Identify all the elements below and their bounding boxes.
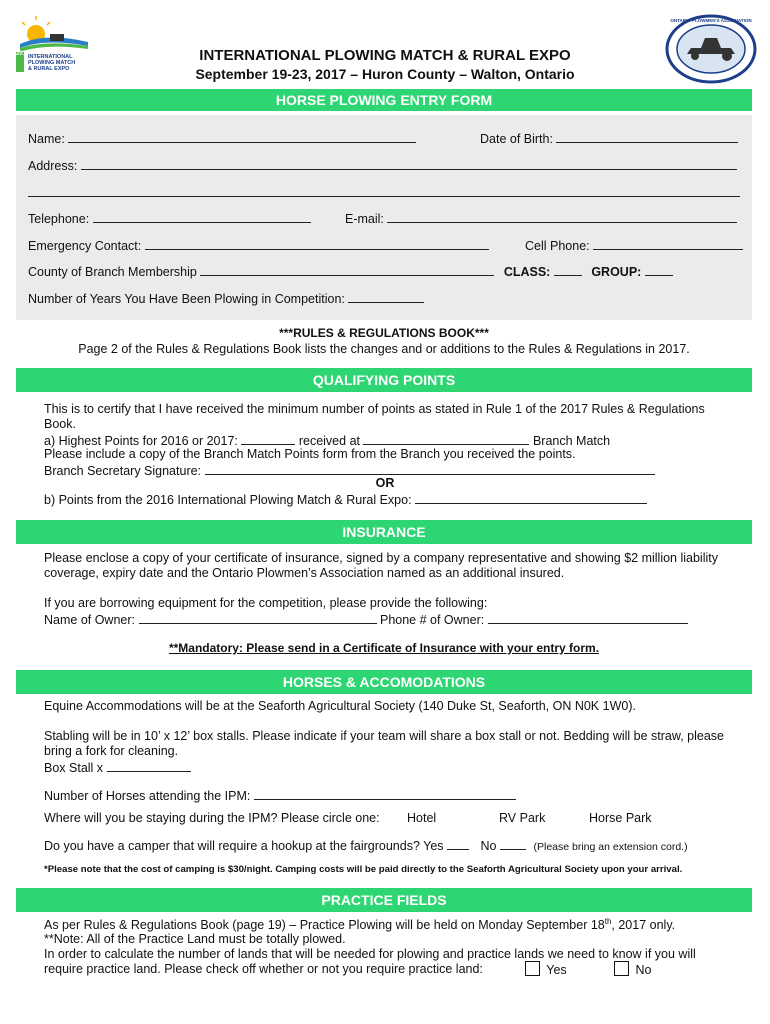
entry-form-banner: HORSE PLOWING ENTRY FORM [16, 89, 752, 111]
branch-secretary-signature-field[interactable] [205, 462, 655, 475]
telephone-field[interactable] [93, 210, 311, 223]
email-field[interactable] [387, 210, 737, 223]
owner-name-label: Name of Owner: [44, 613, 136, 627]
branch-match-field[interactable] [363, 432, 529, 445]
class-field[interactable] [554, 263, 582, 276]
borrowing-text: If you are borrowing equipment for the competition, please provide the following: [44, 596, 488, 610]
camper-yes-field[interactable] [447, 837, 469, 850]
ontario-plowmens-association-logo [665, 14, 757, 84]
number-horses-label: Number of Horses attending the IPM: [44, 789, 251, 803]
cell-phone-field[interactable] [593, 237, 743, 250]
practice-no-checkbox[interactable] [614, 961, 629, 976]
camper-no-label: No [480, 839, 497, 853]
insurance-text-2: coverage, expiry date and the Ontario Plowmen’s Association named as an additional insured. [44, 566, 565, 580]
years-plowing-label: Number of Years You Have Been Plowing in Competition: [28, 292, 345, 306]
camper-question: Do you have a camper that will require a hookup at the fairgrounds? Yes [44, 839, 444, 853]
practice-yes-label: Yes [546, 963, 567, 977]
telephone-label: Telephone: [28, 212, 90, 226]
include-points-text: Please include a copy of the Branch Match Points form from the Branch you received the points. [44, 447, 576, 461]
option-rv-park[interactable]: RV Park [499, 811, 546, 825]
group-label: GROUP: [591, 265, 642, 279]
branch-match-label: Branch Match [532, 434, 611, 448]
camper-no-field[interactable] [500, 837, 526, 850]
insurance-banner: INSURANCE [16, 520, 752, 544]
class-label: CLASS: [503, 265, 551, 279]
practice-calc-text-1: In order to calculate the number of lands that will be needed for plowing and practice lands we need to know if you will [44, 947, 696, 961]
number-horses-field[interactable] [254, 787, 516, 800]
practice-fields-banner: PRACTICE FIELDS [16, 888, 752, 912]
emergency-contact-label: Emergency Contact: [28, 239, 142, 253]
address-field-line2[interactable] [28, 184, 740, 197]
address-label: Address: [28, 159, 78, 173]
group-field[interactable] [645, 263, 673, 276]
cell-phone-label: Cell Phone: [525, 239, 590, 253]
practice-date-text-end: , 2017 only. [611, 918, 676, 933]
logo-year: 2017 [16, 51, 30, 57]
email-label: E-mail: [345, 212, 384, 226]
logo-text-line: & RURAL EXPO [28, 66, 70, 72]
insurance-text-1: Please enclose a copy of your certificate of insurance, signed by a company representative and showing $2 million liability [44, 551, 718, 565]
camping-cost-note: *Please note that the cost of camping is $30/night. Camping costs will be paid directly to the Seaforth Agricultural Society upon your arrival. [44, 864, 683, 875]
county-field[interactable] [200, 263, 494, 276]
ipm-points-field[interactable] [415, 491, 647, 504]
or-separator: OR [375, 476, 395, 490]
practice-date-text: As per Rules & Regulations Book (page 19) – Practice Plowing will be held on Monday September 18 [44, 918, 605, 933]
owner-phone-field[interactable] [488, 611, 688, 624]
stay-question: Where will you be staying during the IPM? Please circle one: [44, 811, 380, 825]
logo-text-line: PLOWING MATCH [28, 60, 76, 66]
practice-date-sup: th [604, 917, 612, 926]
qualifying-points-banner: QUALIFYING POINTS [16, 368, 752, 392]
practice-no-label: No [635, 963, 652, 977]
county-label: County of Branch Membership [28, 265, 197, 279]
highest-points-field[interactable] [241, 432, 295, 445]
emergency-contact-field[interactable] [145, 237, 489, 250]
highest-points-label: a) Highest Points for 2016 or 2017: [44, 434, 238, 448]
years-plowing-field[interactable] [348, 290, 424, 303]
mandatory-insurance-note: **Mandatory: Please send in a Certificate of Insurance with your entry form. [168, 641, 600, 655]
practice-note: **Note: All of the Practice Land must be totally plowed. [44, 932, 346, 946]
practice-yes-checkbox[interactable] [525, 961, 540, 976]
name-field[interactable] [68, 130, 416, 143]
extension-cord-note: (Please bring an extension cord.) [533, 841, 688, 853]
ipm-points-label: b) Points from the 2016 International Plowing Match & Rural Expo: [44, 493, 412, 507]
dob-label: Date of Birth: [480, 132, 553, 146]
opa-seal-graphic [665, 14, 757, 84]
option-horse-park[interactable]: Horse Park [589, 811, 652, 825]
stabling-text-1: Stabling will be in 10’ x 12’ box stalls. Please indicate if your team will share a box stall or not. Bedding will be straw, please [44, 729, 724, 743]
rules-text: Page 2 of the Rules & Regulations Book lists the changes and or additions to the Rules & Regulations in 2017. [78, 342, 690, 356]
owner-name-field[interactable] [139, 611, 377, 624]
option-hotel[interactable]: Hotel [407, 811, 437, 825]
received-at-label: received at [298, 434, 360, 448]
horses-accommodations-banner: HORSES & ACCOMODATIONS [16, 670, 752, 694]
branch-secretary-label: Branch Secretary Signature: [44, 464, 202, 478]
opa-logo-text: ONTARIO PLOWMEN'S ASSOCIATION [670, 18, 752, 23]
equine-accommodations-text: Equine Accommodations will be at the Seaforth Agricultural Society (140 Duke St, Seaforth, ON N0K 1W0). [44, 699, 636, 713]
owner-phone-label: Phone # of Owner: [379, 613, 485, 627]
page-title: INTERNATIONAL PLOWING MATCH & RURAL EXPO [199, 47, 571, 64]
logo-text-line: INTERNATIONAL [28, 54, 73, 60]
dob-field[interactable] [556, 130, 738, 143]
name-label: Name: [28, 132, 65, 146]
page-subtitle: September 19-23, 2017 – Huron County – Walton, Ontario [195, 66, 575, 82]
address-field[interactable] [81, 157, 737, 170]
qualifying-text-1: This is to certify that I have received the minimum number of points as stated in Rule 1 of the 2017 Rules & Regulations [44, 402, 705, 416]
ipm-2017-logo [16, 14, 94, 76]
box-stall-label: Box Stall x [44, 761, 104, 775]
stabling-text-2: bring a fork for cleaning. [44, 744, 179, 758]
qualifying-text-2: Book. [44, 417, 76, 431]
box-stall-field[interactable] [107, 759, 191, 772]
practice-calc-text-2: require practice land. Please check off whether or not you require practice land: [44, 962, 483, 976]
rules-heading: ***RULES & REGULATIONS BOOK*** [279, 326, 489, 340]
